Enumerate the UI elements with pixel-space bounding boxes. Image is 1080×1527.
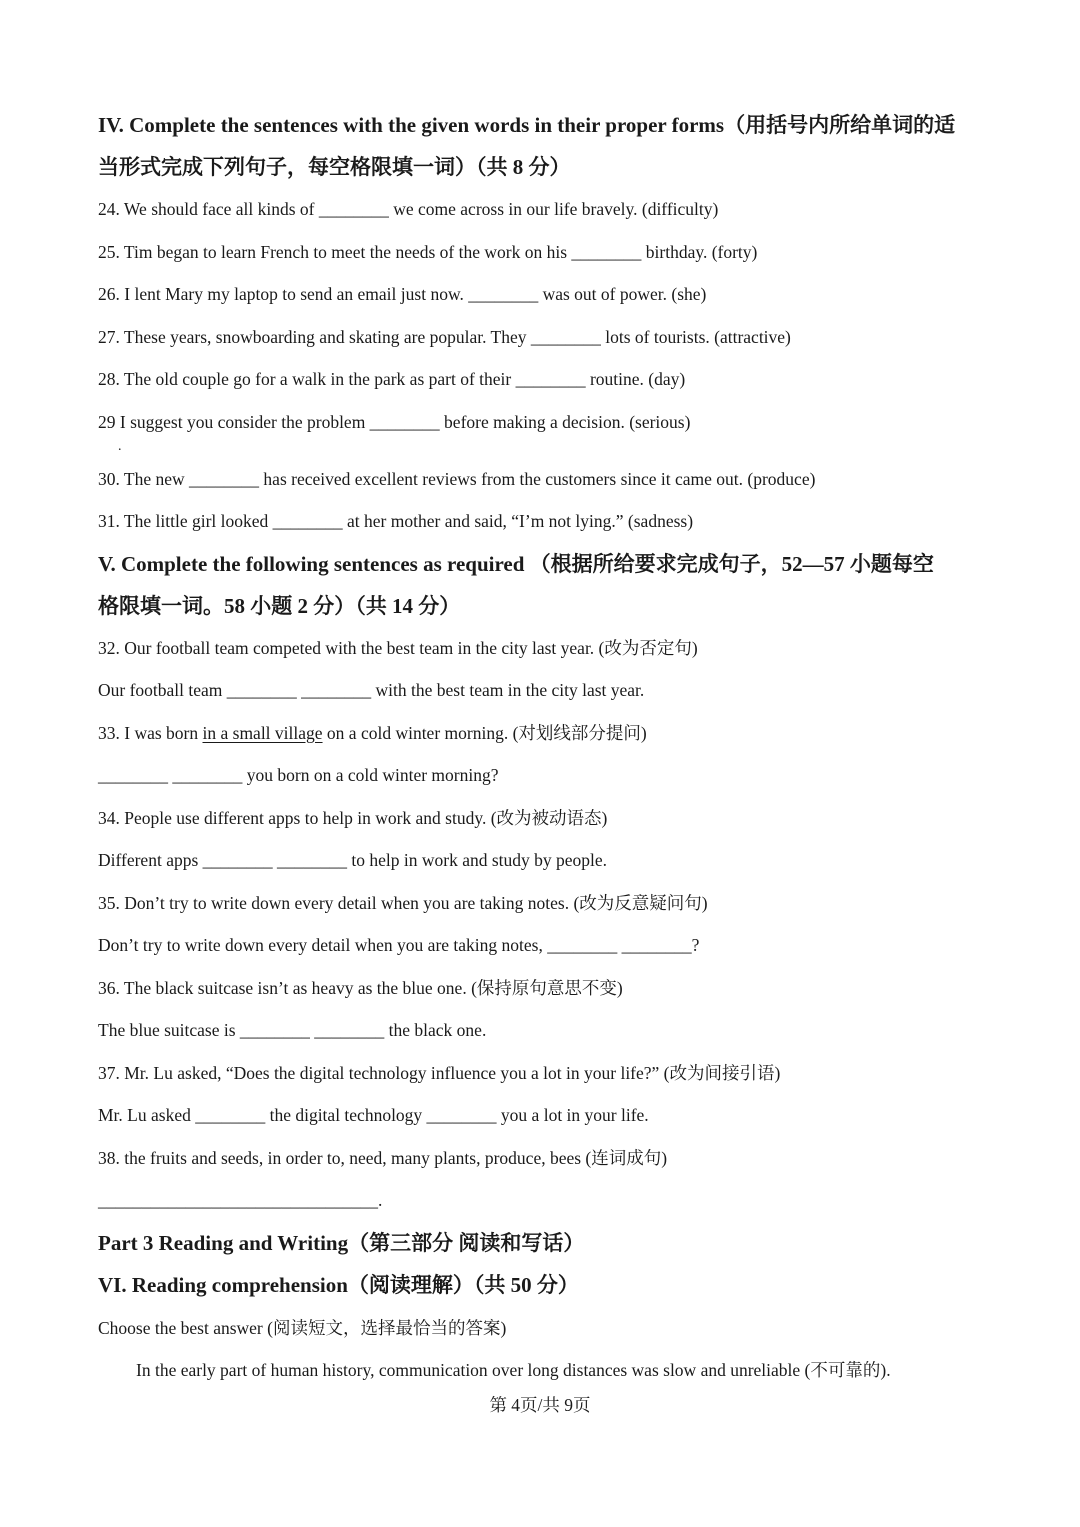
question-24: 24. We should face all kinds of ________ we come across in our life bravely. (difficulty)	[98, 199, 719, 219]
exam-page	[98, 104, 988, 1392]
question-29-dot: .	[118, 438, 122, 454]
answer-38: ________________________________.	[98, 1190, 383, 1210]
question-27: 27. These years, snowboarding and skating are popular. They ________ lots of tourists. (attractive)	[98, 326, 791, 347]
reading-instruction: Choose the best answer (阅读短文，选择最恰当的答案)	[98, 1317, 507, 1338]
section-4-heading	[98, 104, 988, 188]
section-6-heading: VI. Reading comprehension（阅读理解）（共 50 分）	[98, 1273, 579, 1297]
part-3-heading: Part 3 Reading and Writing（第三部分 阅读和写话）	[98, 1230, 585, 1255]
question-37: 37. Mr. Lu asked, “Does the digital technology influence you a lot in your life?” (改为间接引语)	[98, 1062, 781, 1083]
question-32: 32. Our football team competed with the best team in the city last year. (改为否定句)	[98, 637, 698, 658]
question-33	[98, 712, 988, 755]
section-5-heading-line-1: V. Complete the following sentences as required （根据所给要求完成句子，52—57 小题每空	[98, 551, 934, 576]
section-4-heading-line-2: 当形式完成下列句子，每空格限填一词）（共 8 分）	[98, 155, 571, 179]
question-29	[98, 401, 988, 458]
answer-36: The blue suitcase is ________ ________ the black one.	[98, 1020, 487, 1040]
section-5-heading-line-2: 格限填一词。58 小题 2 分）（共 14 分）	[98, 593, 461, 618]
question-33-underlined: in a small village	[202, 722, 323, 743]
question-33-end: on a cold winter morning. (对划线部分提问)	[322, 722, 647, 743]
question-38: 38. the fruits and seeds, in order to, need, many plants, produce, bees (连词成句)	[98, 1147, 668, 1168]
question-28: 28. The old couple go for a walk in the park as part of their ________ routine. (day)	[98, 369, 686, 389]
question-35: 35. Don’t try to write down every detail when you are taking notes. (改为反意疑问句)	[98, 892, 708, 913]
answer-33: ________ ________ you born on a cold winter morning?	[98, 765, 499, 785]
answer-37: Mr. Lu asked ________ the digital technology ________ you a lot in your life.	[98, 1105, 649, 1125]
section-5-heading	[98, 543, 988, 627]
answer-32: Our football team ________ ________ with the best team in the city last year.	[98, 680, 645, 700]
page-number: 第 4页/共 9页	[489, 1395, 591, 1415]
question-33-start: 33. I was born	[98, 722, 203, 743]
question-29-number: 29 .	[98, 412, 116, 432]
question-29-text: I suggest you consider the problem ________ before making a decision. (serious)	[119, 411, 691, 432]
section-4-heading-line-1: IV. Complete the sentences with the given words in their proper forms（用括号内所给单词的适	[98, 113, 956, 137]
question-34: 34. People use different apps to help in work and study. (改为被动语态)	[98, 807, 608, 828]
question-36: 36. The black suitcase isn’t as heavy as the blue one. (保持原句意思不变)	[98, 977, 623, 998]
answer-34: Different apps ________ ________ to help in work and study by people.	[98, 850, 608, 870]
question-30: 30. The new ________ has received excellent reviews from the customers since it came out. (produce)	[98, 468, 816, 489]
question-31: 31. The little girl looked ________ at her mother and said, “I’m not lying.” (sadness)	[98, 511, 694, 531]
reading-passage-start: In the early part of human history, communication over long distances was slow and unreliable (不可靠的).	[136, 1360, 891, 1380]
question-26: 26. I lent Mary my laptop to send an email just now. ________ was out of power. (she)	[98, 284, 707, 304]
answer-35: Don’t try to write down every detail when you are taking notes, ________ ________?	[98, 935, 700, 955]
question-25: 25. Tim began to learn French to meet the needs of the work on his ________ birthday. (forty)	[98, 241, 758, 262]
